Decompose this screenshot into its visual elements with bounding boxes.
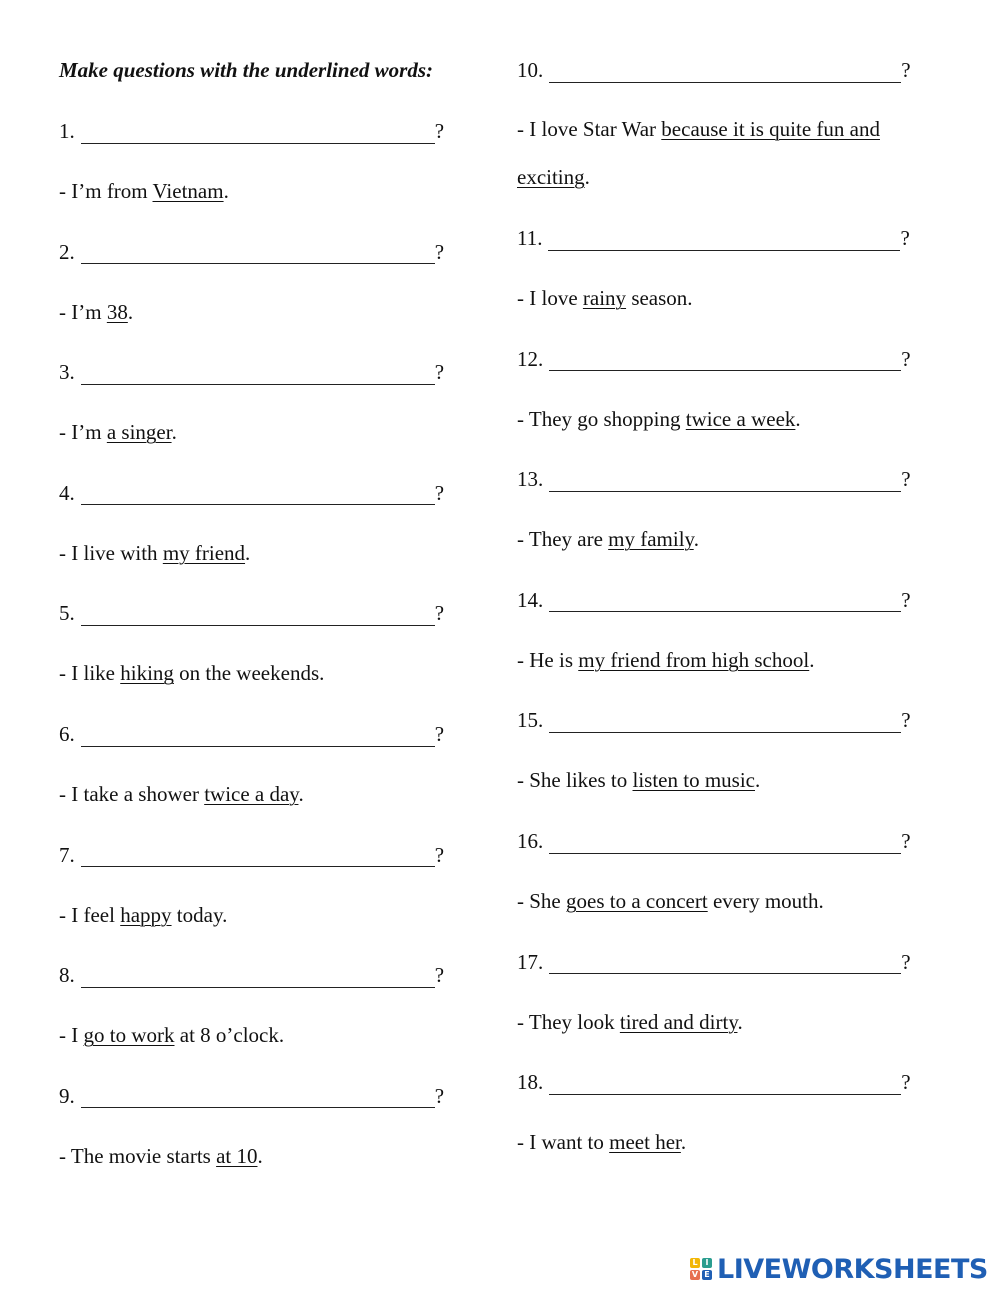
answer-text: - She likes to (517, 768, 633, 793)
answer-sentence (517, 1130, 686, 1155)
question-answer-input[interactable] (81, 967, 435, 988)
question-number: 1. (59, 119, 75, 143)
answer-text: - I like (59, 661, 121, 686)
question-answer-input[interactable] (549, 350, 901, 371)
question-mark: ? (434, 1083, 445, 1108)
underlined-phrase: because it is quite fun and exciting (517, 117, 880, 189)
question-line (59, 360, 444, 385)
answer-text: . (680, 1130, 687, 1155)
question-mark: ? (434, 601, 445, 626)
underlined-phrase: happy (120, 902, 172, 927)
question-mark: ? (434, 842, 445, 867)
logo-mark-icon (690, 1258, 712, 1280)
question-line (517, 708, 911, 733)
answer-sentence (59, 179, 229, 204)
question-line (517, 226, 910, 251)
underlined-phrase: a singer (106, 420, 172, 445)
answer-text: - They look (517, 1009, 620, 1034)
question-answer-input[interactable] (549, 953, 901, 974)
underlined-phrase: 38 (106, 299, 128, 324)
logo-tile: V (691, 1270, 699, 1279)
answer-sentence (59, 420, 177, 445)
question-number: 10. (517, 58, 544, 82)
answer-sentence (517, 407, 801, 432)
underlined-phrase: goes to a concert (566, 889, 708, 913)
answer-text: . (171, 420, 177, 445)
underlined-phrase: my family (608, 527, 694, 552)
answer-text: - I’m from (59, 179, 153, 203)
question-number: 16. (517, 829, 544, 853)
answer-text: . (584, 165, 590, 189)
question-answer-input[interactable] (81, 846, 435, 867)
answer-text: . (737, 1009, 743, 1034)
logo-tile: I (702, 1258, 712, 1268)
question-line (59, 119, 444, 144)
question-number: 5. (59, 601, 75, 626)
question-line (517, 58, 911, 83)
question-answer-input[interactable] (549, 471, 901, 492)
answer-sentence (517, 648, 814, 673)
question-mark: ? (434, 239, 445, 264)
question-number: 7. (59, 842, 75, 867)
answer-text: - I take a shower (59, 782, 205, 806)
question-number: 6. (59, 722, 75, 746)
underlined-phrase: listen to music (632, 768, 755, 793)
question-line (59, 240, 444, 265)
underlined-phrase: twice a day (204, 782, 299, 806)
question-mark: ? (901, 708, 911, 733)
answer-text: . (795, 406, 801, 431)
answer-sentence (59, 300, 133, 325)
answer-sentence (59, 1144, 263, 1169)
question-number: 18. (517, 1070, 544, 1095)
underlined-phrase: rainy (582, 286, 627, 310)
answer-sentence (517, 1010, 743, 1035)
logo-text: LIVEWORKSHEETS (717, 1253, 988, 1285)
answer-sentence (517, 527, 699, 552)
liveworksheets-logo (690, 1252, 988, 1286)
answer-sentence (59, 541, 250, 566)
logo-tile: L (690, 1258, 700, 1268)
underlined-phrase: Vietnam (152, 179, 224, 203)
question-mark: ? (434, 722, 445, 746)
answer-text: - I want to (517, 1130, 610, 1155)
question-answer-input[interactable] (549, 62, 901, 83)
question-number: 13. (517, 467, 544, 492)
question-mark: ? (434, 360, 445, 385)
answer-sentence (59, 903, 227, 928)
underlined-phrase: tired and dirty (619, 1009, 738, 1034)
question-line (517, 950, 911, 975)
question-answer-input[interactable] (81, 1087, 435, 1108)
question-mark: ? (901, 58, 911, 82)
question-mark: ? (901, 1070, 911, 1095)
question-line (517, 467, 911, 492)
answer-sentence (517, 768, 760, 793)
question-answer-input[interactable] (81, 605, 435, 626)
question-mark: ? (901, 467, 911, 492)
question-mark: ? (900, 226, 910, 250)
answer-text: - I feel (59, 902, 121, 927)
answer-text: - They go shopping (517, 406, 686, 431)
answer-text: - The movie starts (59, 1143, 217, 1168)
answer-sentence (59, 1023, 284, 1048)
underlined-phrase: meet her (609, 1130, 681, 1155)
answer-text: - I (59, 1023, 84, 1048)
question-line (517, 1070, 911, 1095)
question-number: 12. (517, 346, 544, 371)
question-answer-input[interactable] (549, 833, 901, 854)
question-number: 3. (59, 360, 75, 385)
answer-text: - I love (517, 286, 583, 310)
answer-text: - They are (517, 527, 609, 552)
answer-text: . (245, 540, 251, 565)
question-answer-input[interactable] (549, 712, 901, 733)
question-line (59, 1084, 444, 1109)
question-number: 8. (59, 963, 75, 988)
question-line (59, 722, 444, 747)
answer-text: - I’m (59, 299, 107, 324)
question-mark: ? (434, 963, 445, 988)
answer-text: . (809, 647, 815, 672)
question-number: 2. (59, 239, 75, 264)
question-answer-input[interactable] (81, 123, 435, 144)
question-mark: ? (434, 480, 445, 505)
answer-sentence (59, 782, 304, 807)
answer-text: on the weekends. (173, 661, 325, 686)
answer-text: . (693, 527, 699, 552)
question-line (59, 481, 444, 506)
question-number: 9. (59, 1083, 75, 1108)
question-mark: ? (434, 119, 445, 143)
question-answer-input[interactable] (81, 726, 435, 747)
underlined-phrase: twice a week (685, 406, 796, 431)
underlined-phrase: hiking (120, 661, 174, 686)
answer-text: . (298, 782, 304, 806)
question-number: 17. (517, 949, 544, 974)
answer-text: - I love Star War (517, 117, 662, 141)
underlined-phrase: at 10 (216, 1143, 258, 1168)
answer-text: . (755, 768, 761, 793)
answer-text: season. (626, 286, 693, 310)
question-line (517, 829, 911, 854)
answer-sentence (517, 105, 917, 201)
answer-sentence (517, 286, 693, 311)
instructions-title: Make questions with the underlined words: (59, 58, 433, 82)
answer-text: . (257, 1143, 263, 1168)
question-number: 11. (517, 226, 543, 250)
answer-text: every mouth. (707, 889, 824, 913)
answer-text: - She (517, 889, 566, 913)
answer-text: - I’m (59, 420, 107, 445)
underlined-phrase: my friend from high school (578, 647, 810, 672)
underlined-phrase: go to work (83, 1023, 175, 1048)
answer-sentence (517, 889, 824, 914)
question-number: 4. (59, 480, 75, 505)
answer-text: today. (171, 902, 228, 927)
answer-text: at 8 o’clock. (174, 1023, 285, 1048)
question-answer-input[interactable] (81, 364, 435, 385)
logo-tile: E (702, 1270, 712, 1280)
question-mark: ? (901, 587, 911, 612)
answer-text: - He is (517, 647, 579, 672)
underlined-phrase: my friend (162, 540, 246, 565)
question-line (59, 963, 444, 988)
question-answer-input[interactable] (549, 1074, 901, 1095)
question-line (59, 601, 444, 626)
question-line (59, 843, 444, 868)
question-mark: ? (901, 829, 911, 853)
question-number: 15. (517, 708, 544, 733)
question-answer-input[interactable] (81, 243, 435, 264)
answer-text: - I live with (59, 540, 163, 565)
question-answer-input[interactable] (81, 484, 435, 505)
answer-text: . (223, 179, 229, 203)
question-number: 14. (517, 587, 544, 612)
question-answer-input[interactable] (549, 591, 901, 612)
question-mark: ? (901, 346, 911, 371)
question-line (517, 588, 911, 613)
question-answer-input[interactable] (548, 230, 900, 251)
question-mark: ? (901, 949, 911, 974)
answer-text: . (127, 299, 134, 324)
question-line (517, 347, 911, 372)
answer-sentence (59, 661, 324, 686)
